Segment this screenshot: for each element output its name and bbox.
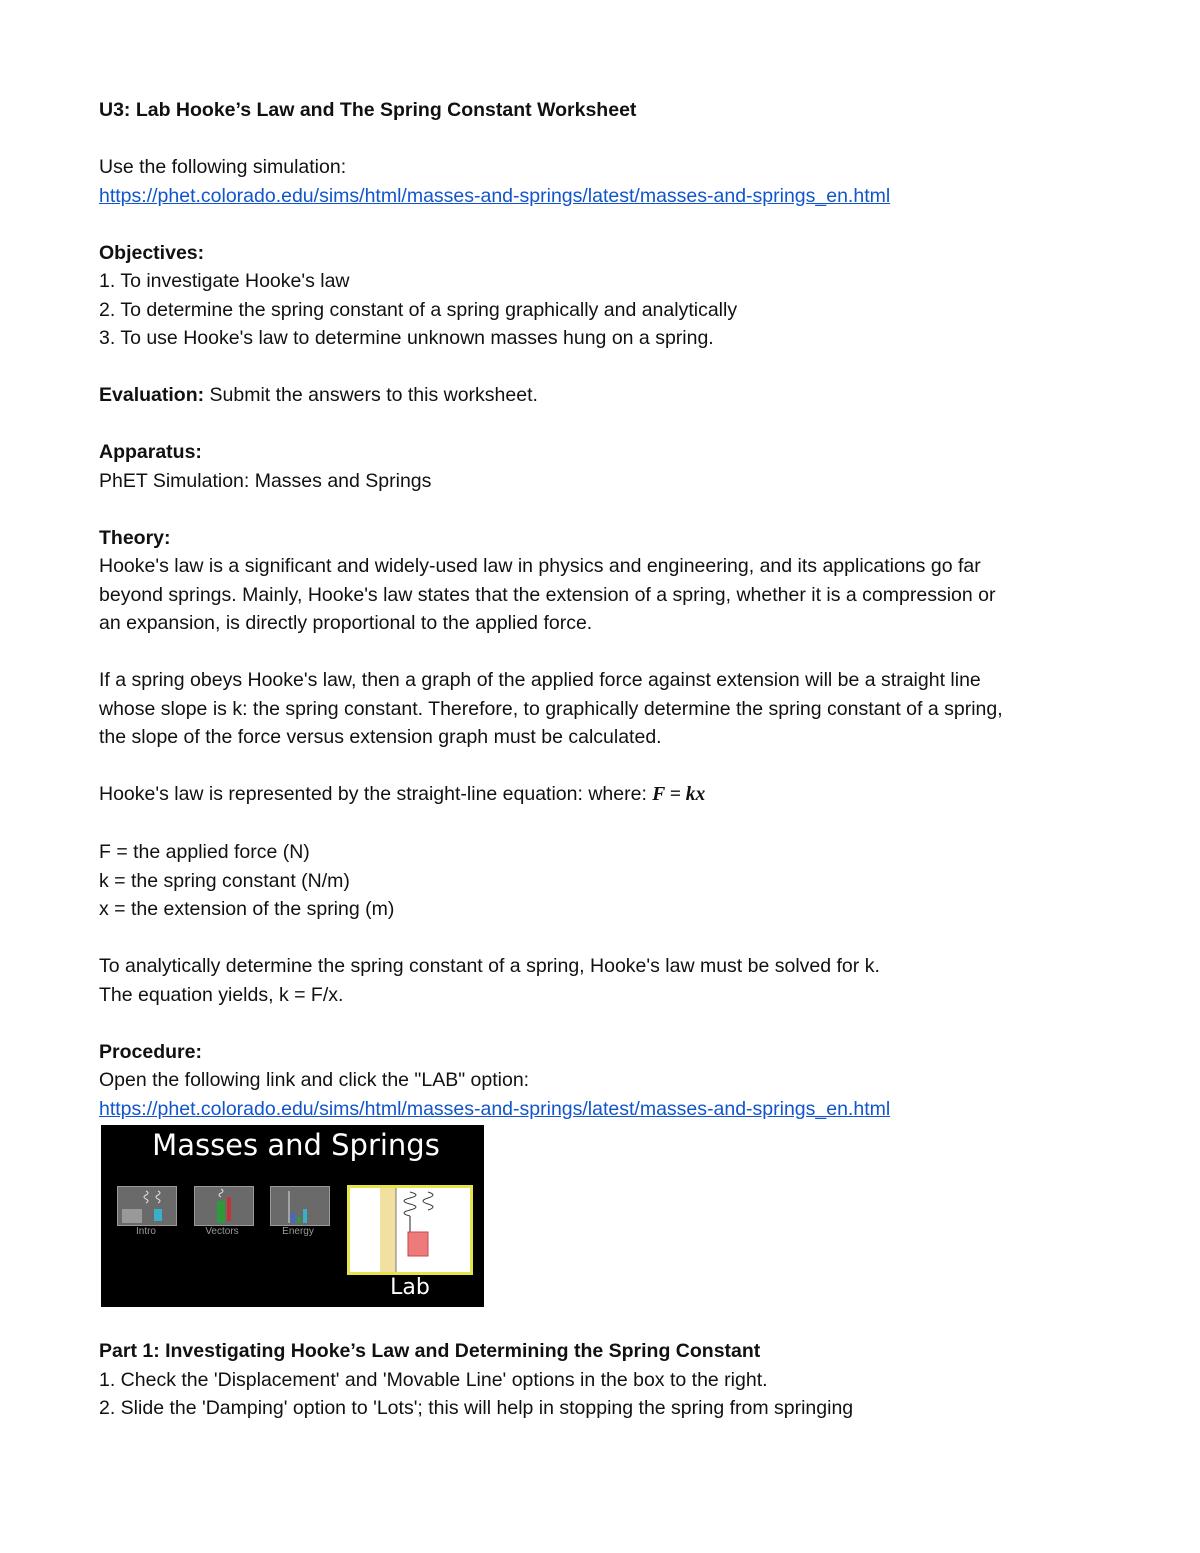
equation-line (99, 780, 1109, 810)
definition-item: k = the spring constant (N/m) (99, 869, 350, 892)
procedure-text: Open the following link and click the "LAB" option: (99, 1069, 530, 1091)
objective-item: 1. To investigate Hooke's law (99, 270, 350, 292)
evaluation-heading: Evaluation: (99, 384, 205, 406)
lab-spring-icon (350, 1188, 470, 1272)
vectors-tab-label: Vectors (205, 1226, 239, 1237)
energy-bar-icon (271, 1187, 329, 1225)
intro-text: Use the following simulation: (99, 156, 347, 178)
equation-intro: Hooke's law is represented by the straight-line equation: where: (99, 783, 653, 805)
theory-paragraph-line: an expansion, is directly proportional to the applied force. (99, 612, 593, 634)
evaluation-line (99, 381, 1109, 410)
definition-item: F = the applied force (N) (99, 841, 310, 863)
sim-title: Masses and Springs (152, 1128, 440, 1162)
theory-paragraph-line: the slope of the force versus extension graph must be calculated. (99, 726, 662, 748)
simulation-screenshot (101, 1125, 484, 1307)
theory-paragraph-line: beyond springs. Mainly, Hooke's law states that the extension of a spring, whether it is a compression or (99, 583, 996, 606)
theory-paragraph-line: The equation yields, k = F/x. (99, 983, 344, 1006)
apparatus-text: PhET Simulation: Masses and Springs (99, 469, 432, 492)
procedure-heading: Procedure: (99, 1040, 202, 1063)
energy-thumbnail (270, 1186, 330, 1226)
energy-tab-label: Energy (282, 1226, 314, 1237)
vectors-arrow-icon (195, 1187, 253, 1225)
theory-paragraph-line: whose slope is k: the spring constant. Therefore, to graphically determine the spring constant of a spring, (99, 697, 1003, 720)
theory-paragraph-line: To analytically determine the spring constant of a spring, Hooke's law must be solved for k. (99, 955, 880, 977)
intro-thumbnail (117, 1186, 177, 1226)
theory-paragraph-line: Hooke's law is a significant and widely-used law in physics and engineering, and its applications go far (99, 555, 981, 577)
objectives-heading: Objectives: (99, 241, 205, 264)
theory-paragraph-line: If a spring obeys Hooke's law, then a graph of the applied force against extension will be a straight line (99, 669, 981, 691)
lab-thumbnail[interactable] (347, 1185, 473, 1275)
lab-tab-label[interactable]: Lab (390, 1275, 430, 1300)
apparatus-heading: Apparatus: (99, 441, 202, 463)
part1-step: 1. Check the 'Displacement' and 'Movable Line' options in the box to the right. (99, 1368, 768, 1391)
part1-step: 2. Slide the 'Damping' option to 'Lots'; this will help in stopping the spring from springing (99, 1397, 854, 1419)
objective-item: 2. To determine the spring constant of a spring graphically and analytically (99, 298, 738, 321)
document-body (99, 96, 1109, 1423)
definition-item: x = the extension of the spring (m) (99, 898, 395, 920)
intro-spring-icon (118, 1187, 176, 1225)
part1-heading: Part 1: Investigating Hooke’s Law and Determining the Spring Constant (99, 1340, 761, 1362)
vectors-thumbnail (194, 1186, 254, 1226)
objective-item: 3. To use Hooke's law to determine unknown masses hung on a spring. (99, 327, 714, 349)
evaluation-text: Submit the answers to this worksheet. (204, 384, 538, 406)
hookes-law-equation: F = kx (652, 784, 706, 805)
simulation-link[interactable]: https://phet.colorado.edu/sims/html/masses-and-springs/latest/masses-and-springs_en.html (99, 184, 891, 207)
theory-heading: Theory: (99, 526, 171, 549)
intro-tab-label: Intro (135, 1226, 156, 1237)
procedure-link[interactable]: https://phet.colorado.edu/sims/html/masses-and-springs/latest/masses-and-springs_en.html (99, 1097, 891, 1120)
document-title: U3: Lab Hooke’s Law and The Spring Constant Worksheet (99, 99, 637, 121)
